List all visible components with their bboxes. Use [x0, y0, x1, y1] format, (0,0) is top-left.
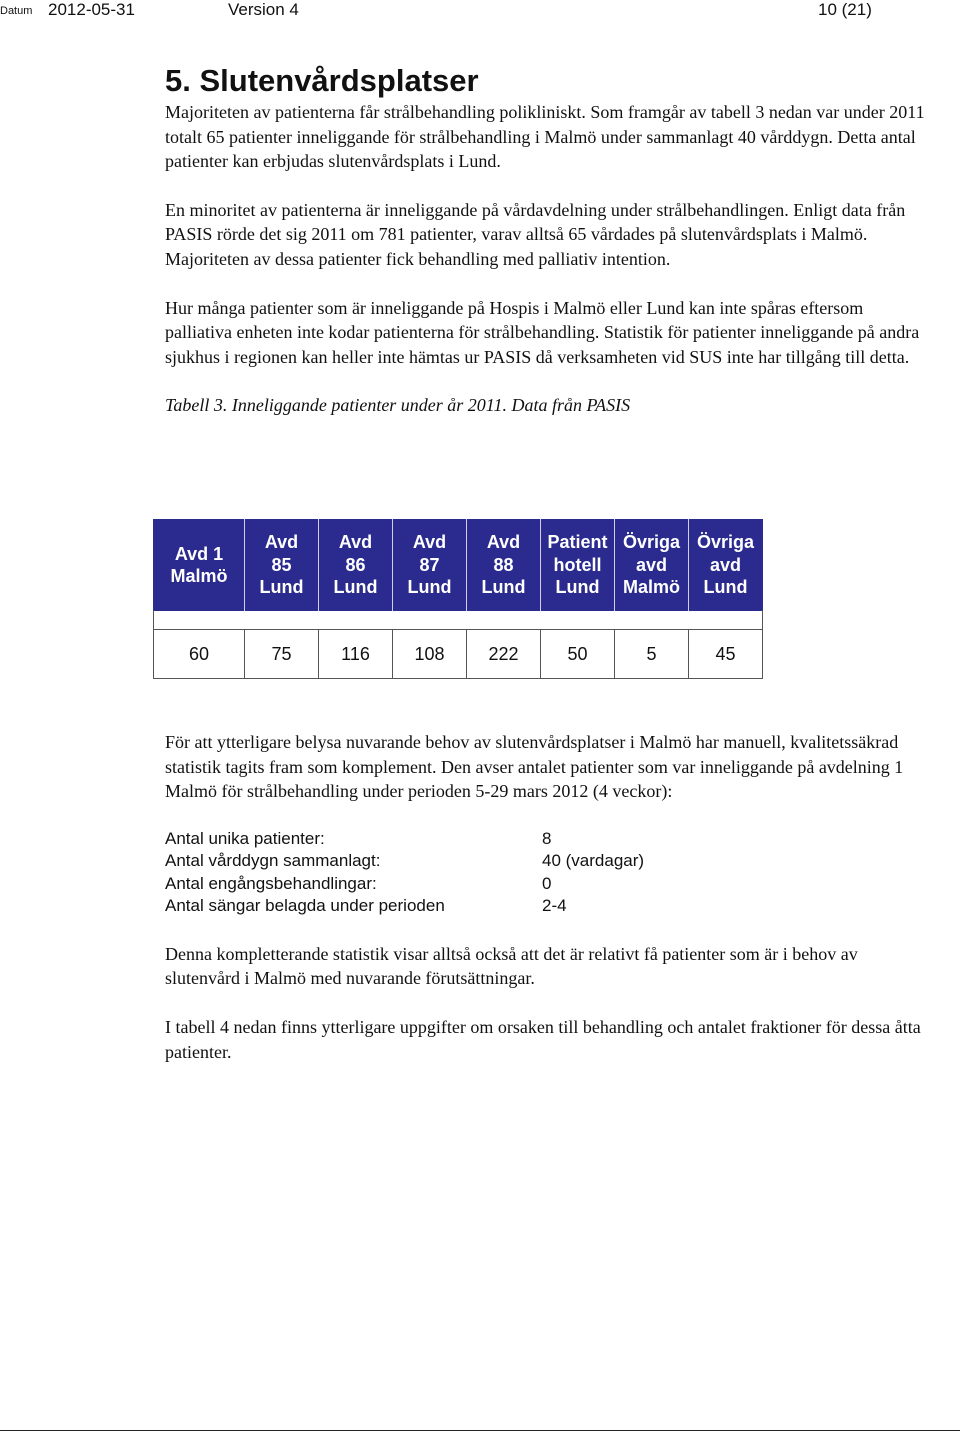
footer-rule: [0, 1430, 960, 1431]
table-header-row: [154, 520, 763, 611]
table-header-cell: Patient hotell Lund: [541, 520, 615, 611]
paragraph-intro: Majoriteten av patienterna får strålbehandling polikliniskt. Som framgår av tabell 3 nedan var under 2011 totalt 65 patienter inneliggande för strålbehandling i Malmö under sammanlagt 40 vårddygn. Detta antal patienter kan erbjudas slutenvårdsplats i Lund.: [165, 102, 925, 172]
table-cell: 60: [154, 630, 245, 679]
list-item: [165, 850, 925, 873]
table-cell: 108: [393, 630, 467, 679]
inpatient-table: [153, 519, 763, 679]
section-body-continued: [165, 730, 925, 1064]
table-spacer-row: [154, 611, 763, 630]
list-item: [165, 895, 925, 918]
stat-value: 0: [542, 873, 552, 893]
table-header-cell: Avd 86 Lund: [319, 520, 393, 611]
table-cell: 75: [245, 630, 319, 679]
table-cell: 45: [689, 630, 763, 679]
paragraph-table-reference: I tabell 4 nedan finns ytterligare uppgifter om orsaken till behandling och antalet fraktioner för dessa åtta patienter.: [165, 1016, 921, 1062]
list-item: [165, 873, 925, 896]
stat-value: 2-4: [542, 896, 567, 916]
date-label: Datum: [0, 5, 33, 17]
page-header: [0, 0, 960, 24]
document-date: 2012-05-31: [48, 0, 135, 19]
statistics-list: [165, 828, 925, 918]
stat-label: Antal vårddygn sammanlagt:: [165, 851, 381, 871]
paragraph-hospis: Hur många patienter som är inneliggande på Hospis i Malmö eller Lund kan inte spåras eftersom palliativa enheten inte kodar patienterna för strålbehandling. Statistik för patienter inneliggande på andra sjukhus i regionen kan heller inte hämtas ur PASIS då verksamheten vid SUS inte har tillgång till detta.: [165, 297, 920, 367]
table-header-cell: Övriga avd Lund: [689, 520, 763, 611]
paragraph-conclusion: Denna kompletterande statistik visar alltså också att det är relativt få patienter som är i behov av slutenvård i Malmö med nuvarande förutsättningar.: [165, 943, 858, 989]
table-cell: 222: [467, 630, 541, 679]
table-cell: 50: [541, 630, 615, 679]
section-title: 5. Slutenvårdsplatser: [165, 63, 479, 98]
table-cell: 116: [319, 630, 393, 679]
table-header-cell: Avd 88 Lund: [467, 520, 541, 611]
table-value-row: [154, 630, 763, 679]
table-header-cell: Avd 1 Malmö: [154, 520, 245, 611]
table-caption: Tabell 3. Inneliggande patienter under år 2011. Data från PASIS: [165, 395, 631, 416]
stat-label: Antal sängar belagda under perioden: [165, 896, 445, 916]
list-item: [165, 828, 925, 851]
section-body: [165, 62, 925, 418]
table-cell: 5: [615, 630, 689, 679]
table-header-cell: Övriga avd Malmö: [615, 520, 689, 611]
stat-value: 8: [542, 828, 552, 848]
stat-value: 40 (vardagar): [542, 851, 645, 871]
paragraph-minority: En minoritet av patienterna är inneliggande på vårdavdelning under strålbehandlingen. Enligt data från PASIS rörde det sig 2011 om 781 patienter, varav alltså 65 vårdades på slutenvårdsplats i Malmö. Majoriteten av dessa patienter fick behandling med palliativ intention.: [165, 199, 906, 269]
table-header-cell: Avd 85 Lund: [245, 520, 319, 611]
page-number: 10 (21): [818, 0, 872, 19]
stat-label: Antal unika patienter:: [165, 828, 325, 848]
table-header-cell: Avd 87 Lund: [393, 520, 467, 611]
document-version: Version 4: [228, 0, 299, 19]
stat-label: Antal engångsbehandlingar:: [165, 873, 377, 893]
paragraph-manual-statistics: För att ytterligare belysa nuvarande behov av slutenvårdsplatser i Malmö har manuell, kvalitetssäkrad statistik tagits fram som komplement. Den avser antalet patienter som var inneliggande på avdelning 1 Malmö för strålbehandling under perioden 5-29 mars 2012 (4 veckor):: [165, 732, 904, 802]
